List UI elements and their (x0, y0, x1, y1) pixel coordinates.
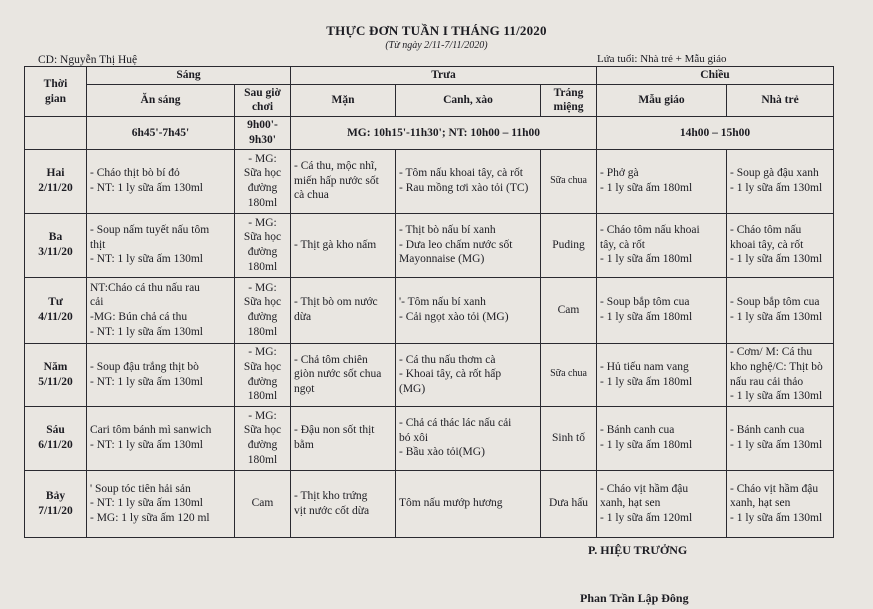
breakfast-cell (87, 343, 235, 406)
cell-line: - Cháo tôm nấu khoai (600, 224, 700, 237)
savory-cell (291, 343, 396, 406)
cell-line: nấu rau cải thảo (730, 375, 804, 388)
breakfast-time: 6h45'-7h45' (87, 117, 235, 149)
cell-line: Mayonnaise (MG) (399, 253, 485, 266)
snack-cell (235, 149, 291, 213)
soup-cell (396, 213, 541, 277)
cell-line: Sữa học (243, 296, 282, 309)
cell-line: - Cháo vịt hầm đậu (600, 482, 689, 495)
cell-line: - Chả tôm chiên (294, 353, 368, 366)
cell-line: Sữa chua (550, 174, 587, 186)
teacher-name: CD: Nguyễn Thị Huệ (38, 54, 138, 66)
kindergarten-cell (597, 343, 727, 406)
day-label (25, 470, 87, 537)
breakfast-header: Ăn sáng (87, 84, 235, 116)
cell-line: xanh, hạt sen (600, 497, 661, 510)
cell-line: khoai tây, cà rốt (730, 238, 804, 251)
cell-line: - Khoai tây, cà rốt hấp (399, 368, 502, 381)
cell-line: - MG: (248, 409, 277, 422)
cell-line: bó xôi (399, 431, 429, 444)
day-label (25, 406, 87, 470)
cell-line: - 1 ly sữa ấm 120ml (600, 511, 693, 524)
cell-line: - Soup đậu trắng thịt bò (90, 360, 199, 373)
cell-line: - Cá thu nấu thơm cà (399, 353, 496, 366)
cell-line: - 1 ly sữa ấm 130ml (730, 253, 823, 266)
cell-line: - Thịt gà kho nấm (294, 238, 377, 251)
day-name: Hai (46, 167, 65, 180)
cell-line: - Cháo vịt hầm đậu (730, 482, 819, 495)
principal-title: P. HIỆU TRƯỞNG (588, 543, 688, 557)
cell-line: 180ml (247, 260, 278, 273)
snack-cell (235, 213, 291, 277)
day-name: Năm (43, 360, 68, 373)
date-range: (Từ ngày 2/11-7/11/2020) (385, 40, 488, 51)
cell-line: - Cá thu, mộc nhĩ, (294, 160, 378, 173)
dessert-header: Tráng miệng (541, 84, 597, 116)
day-row (25, 149, 834, 213)
cell-line: - NT: 1 ly sữa ấm 130ml (90, 182, 203, 195)
dessert-cell (541, 470, 597, 537)
cell-line: - Dưa leo chấm nước sốt (399, 238, 513, 251)
cell-line: -MG: Bún chả cá thu (90, 311, 188, 324)
dessert-cell (541, 343, 597, 406)
nursery-cell (727, 343, 834, 406)
cell-line: - Soup gà đậu xanh (730, 167, 819, 180)
cell-line: - Rau mồng tơi xào tỏi (TC) (399, 182, 529, 195)
day-label (25, 277, 87, 343)
nursery-cell (727, 470, 834, 537)
cell-line: - MG: (248, 346, 277, 359)
cell-line: Sữa học (243, 167, 282, 180)
cell-line: - Chả cá thác lác nấu cải (399, 417, 512, 430)
cell-line: - Cơm/ M: Cá thu (730, 346, 813, 359)
age-group: Lứa tuổi: Nhà trẻ + Mẫu giáo (597, 53, 727, 65)
cell-line: đường (247, 182, 278, 195)
cell-line: đường (247, 311, 278, 324)
dessert-cell (541, 277, 597, 343)
soup-cell (396, 277, 541, 343)
noon-time: MG: 10h15'-11h30'; NT: 10h00 – 11h00 (291, 117, 597, 149)
savory-cell (291, 277, 396, 343)
cell-line: (MG) (399, 382, 426, 395)
dessert-cell (541, 149, 597, 213)
kindergarten-cell (597, 149, 727, 213)
cell-line: kho nghệ/C: Thịt bò (730, 360, 823, 373)
cell-line: - Cháo tôm nấu (730, 224, 802, 237)
cell-line: - MG: 1 ly sữa ấm 120 ml (90, 511, 210, 524)
nursery-cell (727, 149, 834, 213)
nursery-cell (727, 213, 834, 277)
cell-line: '- Tôm nấu bí xanh (399, 296, 486, 309)
cell-line: ngọt (294, 382, 315, 395)
cell-line: Sữa học (243, 231, 282, 244)
cell-line: - Phở gà (600, 167, 639, 180)
noon-header: Trưa (291, 67, 597, 85)
cell-line: 180ml (247, 325, 278, 338)
page-title: THỰC ĐƠN TUẦN I THÁNG 11/2020 (326, 23, 547, 38)
cell-line: đường (247, 375, 278, 388)
savory-cell (291, 470, 396, 537)
cell-line: - Thịt bò nấu bí xanh (399, 224, 496, 237)
breakfast-cell (87, 149, 235, 213)
cell-line: - Soup bắp tôm cua (600, 296, 690, 309)
day-row (25, 213, 834, 277)
time-header: Thời gian (25, 67, 87, 117)
day-label (25, 213, 87, 277)
cell-line: - 1 ly sữa ấm 130ml (730, 182, 823, 195)
breakfast-cell (87, 406, 235, 470)
day-date: 4/11/20 (38, 311, 73, 324)
cell-line: - 1 ly sữa ấm 130ml (730, 511, 823, 524)
cell-line: miến hấp nước sốt (294, 174, 379, 187)
after-play-time: 9h00'- 9h30' (235, 117, 291, 149)
day-date: 3/11/20 (38, 246, 73, 259)
cell-line: cà chua (294, 189, 329, 202)
kindergarten-cell (597, 406, 727, 470)
cell-line: - MG: (248, 281, 277, 294)
day-row (25, 470, 834, 537)
cell-line: - Cải ngọt xào tỏi (MG) (399, 311, 509, 324)
cell-line: - 1 ly sữa ấm 130ml (730, 390, 823, 403)
soup-header: Canh, xào (396, 84, 541, 116)
breakfast-cell (87, 277, 235, 343)
snack-cell (235, 277, 291, 343)
after-play-header: Sau giờ chơi (235, 84, 291, 116)
cell-line: Tôm nấu mướp hương (399, 497, 503, 510)
nursery-cell (727, 277, 834, 343)
cell-line: - 1 ly sữa ấm 180ml (600, 182, 693, 195)
cell-line: Cam (557, 303, 580, 316)
cell-line: Sữa chua (550, 368, 587, 380)
day-date: 5/11/20 (38, 375, 73, 388)
breakfast-cell (87, 213, 235, 277)
cell-line: Puding (552, 238, 585, 251)
kindergarten-cell (597, 470, 727, 537)
cell-line: dừa (294, 311, 312, 324)
nursery-header: Nhà trẻ (727, 84, 834, 116)
day-name: Ba (48, 231, 63, 244)
cell-line: xanh, hạt sen (730, 497, 791, 510)
day-label (25, 149, 87, 213)
snack-cell (235, 470, 291, 537)
breakfast-cell (87, 470, 235, 537)
principal-name: Phan Trần Lập Đông (580, 591, 689, 605)
cell-line: thịt (90, 238, 106, 251)
cell-line: - NT: 1 ly sữa ấm 130ml (90, 253, 203, 266)
soup-cell (396, 343, 541, 406)
kindergarten-cell (597, 213, 727, 277)
nursery-cell (727, 406, 834, 470)
cell-line: Sữa học (243, 360, 282, 373)
afternoon-header: Chiều (597, 67, 834, 85)
day-name: Sáu (46, 424, 65, 437)
cell-line: Dưa hấu (548, 497, 589, 510)
cell-line: - NT: 1 ly sữa ấm 130ml (90, 439, 203, 452)
cell-line: Cari tôm bánh mì sanwich (90, 424, 212, 437)
soup-cell (396, 149, 541, 213)
cell-line: đường (247, 246, 278, 259)
cell-line: - Đậu non sốt thịt (294, 424, 375, 437)
dessert-cell (541, 406, 597, 470)
day-label (25, 343, 87, 406)
cell-line: - Bánh canh cua (600, 424, 675, 437)
cell-line: - Bầu xào tỏi(MG) (399, 446, 485, 459)
cell-line: 180ml (247, 453, 278, 466)
savory-header: Mặn (291, 84, 396, 116)
savory-cell (291, 406, 396, 470)
cell-line: 180ml (247, 196, 278, 209)
cell-line: giòn nước sốt chua (294, 368, 382, 381)
kindergarten-cell (597, 277, 727, 343)
cell-line: - Tôm nấu khoai tây, cà rốt (399, 167, 523, 180)
cell-line: cải (90, 296, 104, 309)
cell-line: - NT: 1 ly sữa ấm 130ml (90, 497, 203, 510)
cell-line: - NT: 1 ly sữa ấm 130ml (90, 325, 203, 338)
cell-line: - MG: (248, 152, 277, 165)
cell-line: Cam (251, 497, 274, 510)
cell-line: ' Soup tóc tiên hải sản (90, 482, 191, 495)
cell-line: - 1 ly sữa ấm 180ml (600, 375, 693, 388)
snack-cell (235, 406, 291, 470)
snack-cell (235, 343, 291, 406)
cell-line: bằm (294, 439, 314, 452)
cell-line: Sinh tố (552, 431, 585, 444)
cell-line: - 1 ly sữa ấm 180ml (600, 311, 693, 324)
cell-line: - 1 ly sữa ấm 180ml (600, 439, 693, 452)
cell-line: - Soup nấm tuyết nấu tôm (90, 224, 210, 237)
cell-line: - Hủ tiếu nam vang (600, 360, 689, 373)
cell-line: vịt nước cốt dừa (294, 504, 370, 517)
cell-line: - Bánh canh cua (730, 424, 805, 437)
cell-line: 180ml (247, 390, 278, 403)
day-name: Bảy (45, 489, 66, 502)
savory-cell (291, 149, 396, 213)
dessert-cell (541, 213, 597, 277)
day-row (25, 277, 834, 343)
day-name: Tư (48, 296, 63, 309)
afternoon-time: 14h00 – 15h00 (597, 117, 834, 149)
time-spacer (25, 117, 87, 149)
day-date: 7/11/20 (38, 504, 73, 517)
cell-line: Sữa học (243, 424, 282, 437)
day-date: 2/11/20 (38, 182, 73, 195)
cell-line: đường (247, 439, 278, 452)
cell-line: - Cháo thịt bò bí đỏ (90, 167, 180, 180)
weekly-menu-table (24, 66, 834, 538)
morning-header: Sáng (87, 67, 291, 85)
cell-line: - MG: (248, 216, 277, 229)
cell-line: tây, cà rốt (600, 238, 645, 251)
cell-line: NT:Cháo cá thu nấu rau (90, 281, 200, 294)
cell-line: - 1 ly sữa ấm 130ml (730, 311, 823, 324)
day-row (25, 406, 834, 470)
cell-line: - NT: 1 ly sữa ấm 130ml (90, 375, 203, 388)
day-date: 6/11/20 (38, 439, 73, 452)
day-row (25, 343, 834, 406)
soup-cell (396, 470, 541, 537)
cell-line: - 1 ly sữa ấm 130ml (730, 439, 823, 452)
cell-line: - Thịt bò om nước (294, 296, 378, 309)
cell-line: - Soup bắp tôm cua (730, 296, 820, 309)
kindergarten-header: Mẫu giáo (597, 84, 727, 116)
cell-line: - Thịt kho trứng (294, 489, 368, 502)
soup-cell (396, 406, 541, 470)
cell-line: - 1 ly sữa ấm 180ml (600, 253, 693, 266)
savory-cell (291, 213, 396, 277)
